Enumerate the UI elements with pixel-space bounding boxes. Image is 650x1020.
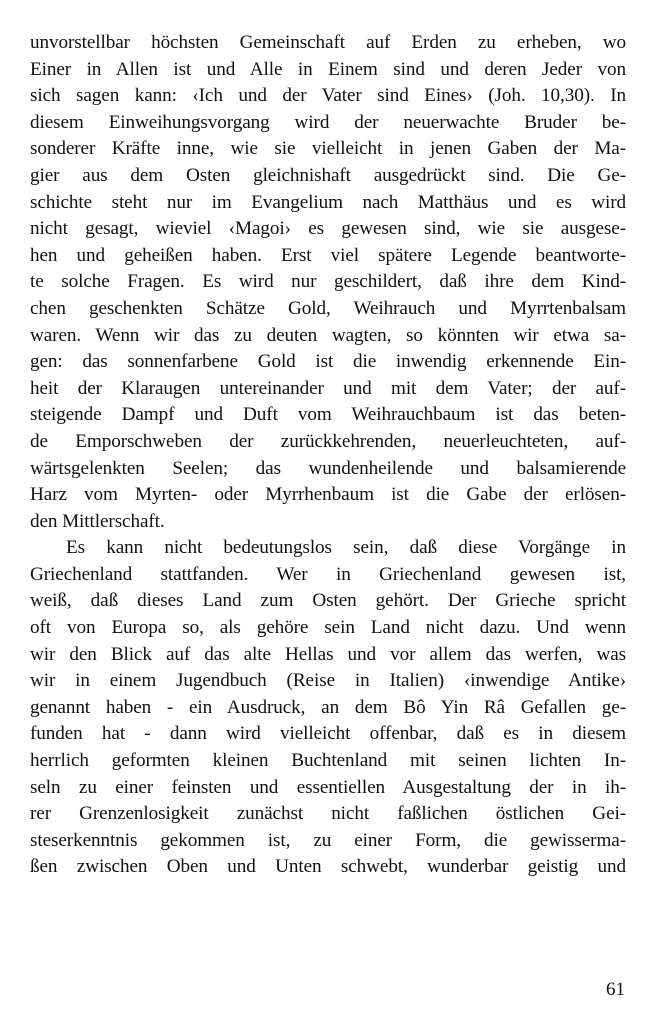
text-line: Harz vom Myrten- oder Myrrhenbaum ist die Gabe der erlösen- (30, 484, 626, 506)
text-line: rer Grenzenlosigkeit zunächst nicht faßlichen östlichen Gei- (30, 803, 626, 825)
text-line: steigende Dampf und Duft vom Weihrauchbaum ist das beten- (30, 404, 626, 426)
text-line: unvorstellbar höchsten Gemeinschaft auf Erden zu erheben, wo (30, 32, 626, 53)
paragraph-end-line: den Mittlerschaft. (30, 510, 165, 532)
text-line: sich sagen kann: ‹Ich und der Vater sind Eines› (Joh. 10,30). In (30, 85, 626, 107)
text-line: waren. Wenn wir das zu deuten wagten, so könnten wir etwa sa- (30, 324, 626, 346)
text-line: weiß, daß dieses Land zum Osten gehört. Der Grieche spricht (30, 590, 626, 612)
text-line: gier aus dem Osten gleichnishaft ausgedrückt sind. Die Ge- (30, 164, 626, 186)
text-line: oft von Europa so, als gehöre sein Land nicht dazu. Und wenn (30, 617, 626, 639)
text-line: gen: das sonnenfarbene Gold ist die inwendig erkennende Ein- (30, 351, 626, 373)
text-line: sonderer Kräfte inne, wie sie vielleicht in jenen Gaben der Ma- (30, 138, 626, 160)
paragraph-first-line: Es kann nicht bedeutungslos sein, daß diese Vorgänge in (66, 537, 626, 559)
text-line: chen geschenkten Schätze Gold, Weihrauch und Myrrtenbalsam (30, 297, 626, 319)
text-line: de Emporschweben der zurückkehrenden, neuerleuchteten, auf- (30, 430, 626, 452)
text-line: wärtsgelenkten Seelen; das wundenheilende und balsamierende (30, 457, 626, 479)
text-line: Einer in Allen ist und Alle in Einem sind und deren Jeder von (30, 58, 626, 80)
text-line: Griechenland stattfanden. Wer in Griechenland gewesen ist, (30, 563, 626, 585)
text-line: hen und geheißen haben. Erst viel spätere Legende beantworte- (30, 244, 626, 266)
text-line: funden hat - dann wird vielleicht offenbar, daß es in diesem (30, 723, 626, 745)
text-line: seln zu einer feinsten und essentiellen Ausgestaltung der in ih- (30, 776, 626, 798)
text-line: steserkenntnis gekommen ist, zu einer Form, die gewisserma- (30, 829, 626, 851)
text-line: te solche Fragen. Es wird nur geschildert, daß ihre dem Kind- (30, 271, 626, 293)
page-number: 61 (606, 979, 625, 1000)
text-line: wir in einem Jugendbuch (Reise in Italien) ‹inwendige Antike› (30, 670, 626, 692)
text-line: genannt haben - ein Ausdruck, an dem Bô Yin Râ Gefallen ge- (30, 696, 626, 718)
text-line: wir den Blick auf das alte Hellas und vor allem das werfen, was (30, 643, 626, 665)
text-line: herrlich geformten kleinen Buchtenland mit seinen lichten In- (30, 750, 626, 772)
text-line: schichte steht nur im Evangelium nach Matthäus und es wird (30, 191, 626, 213)
body-text (30, 30, 626, 881)
text-line: ßen zwischen Oben und Unten schwebt, wunderbar geistig und (30, 856, 626, 878)
text-line: nicht gesagt, wieviel ‹Magoi› es gewesen sind, wie sie ausgese- (30, 218, 626, 240)
text-line: heit der Klaraugen untereinander und mit dem Vater; der auf- (30, 377, 626, 399)
text-line: diesem Einweihungsvorgang wird der neuerwachte Bruder be- (30, 111, 626, 133)
